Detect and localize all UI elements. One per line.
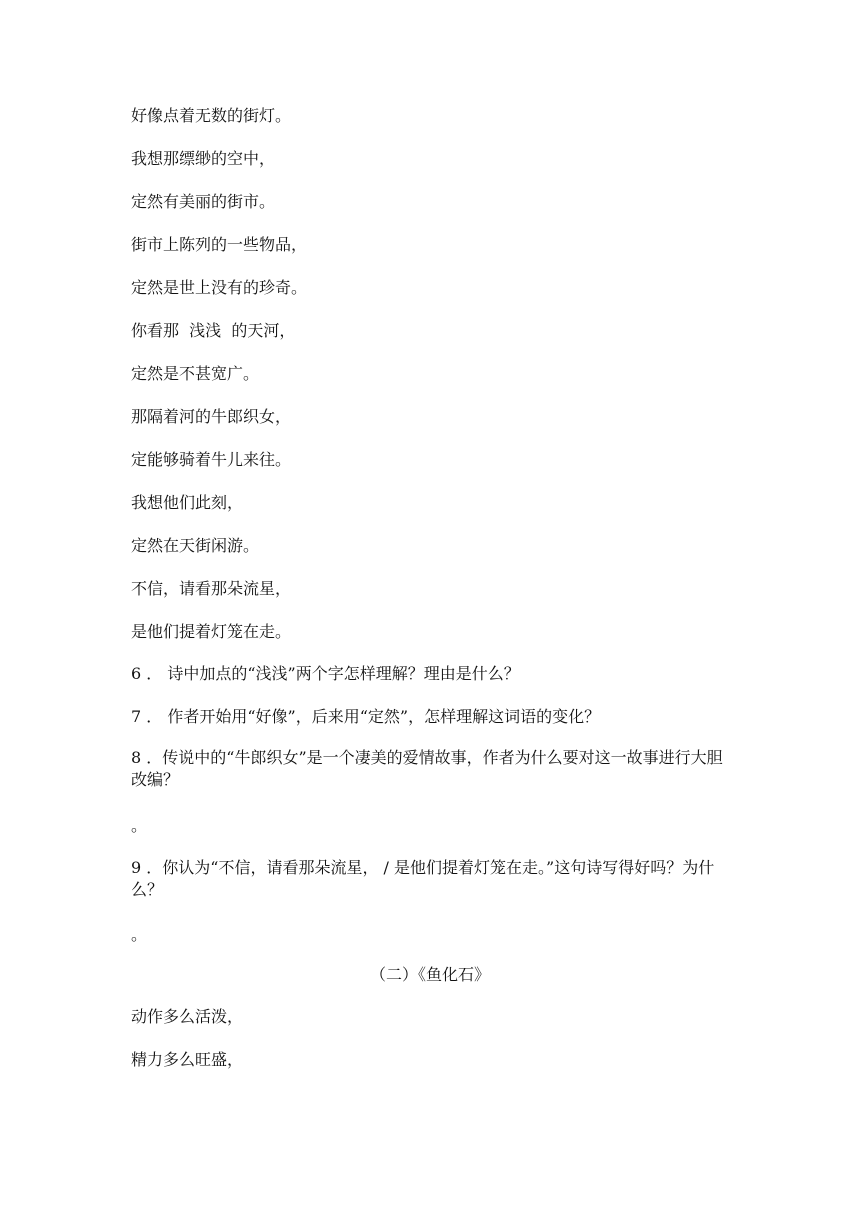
poem-line: 你看那 浅浅 的天河， xyxy=(131,321,296,340)
poem-line: 我想他们此刻， xyxy=(131,493,244,512)
poem-line: 定然是世上没有的珍奇。 xyxy=(131,278,308,297)
answer-blank-8: 。 xyxy=(131,816,148,835)
question-9: 9 ．你认为“不信，请看那朵流星， / 是他们提着灯笼在走。”这句诗写得好吗？为什么？ xyxy=(131,858,715,899)
poem-line: 定能够骑着牛儿来往。 xyxy=(131,450,292,469)
section-title: （二）《鱼化石》 xyxy=(369,965,490,984)
poem-line: 动作多么活泼， xyxy=(131,1007,244,1026)
poem-line: 好像点着无数的街灯。 xyxy=(131,106,292,125)
poem-line: 我想那缥缈的空中， xyxy=(131,149,276,168)
poem-line: 街市上陈列的一些物品， xyxy=(131,235,308,254)
question-6: 6 ． 诗中加点的“浅浅”两个字怎样理解？理由是什么？ xyxy=(131,664,520,683)
poem-line: 不信，请看那朵流星， xyxy=(131,579,292,598)
question-8: 8 ．传说中的“牛郎织女”是一个凄美的爱情故事，作者为什么要对这一故事进行大胆改编？ xyxy=(131,748,723,789)
poem-line: 是他们提着灯笼在走。 xyxy=(131,622,292,641)
poem-line: 定然在天街闲游。 xyxy=(131,536,260,555)
poem-line: 定然是不甚宽广。 xyxy=(131,364,260,383)
question-7: 7 ． 作者开始用“好像”，后来用“定然”，怎样理解这词语的变化？ xyxy=(131,707,601,726)
poem-line: 定然有美丽的街市。 xyxy=(131,192,276,211)
answer-blank-9: 。 xyxy=(131,925,148,944)
poem-line: 那隔着河的牛郎织女， xyxy=(131,407,292,426)
poem-line: 精力多么旺盛， xyxy=(131,1050,244,1069)
